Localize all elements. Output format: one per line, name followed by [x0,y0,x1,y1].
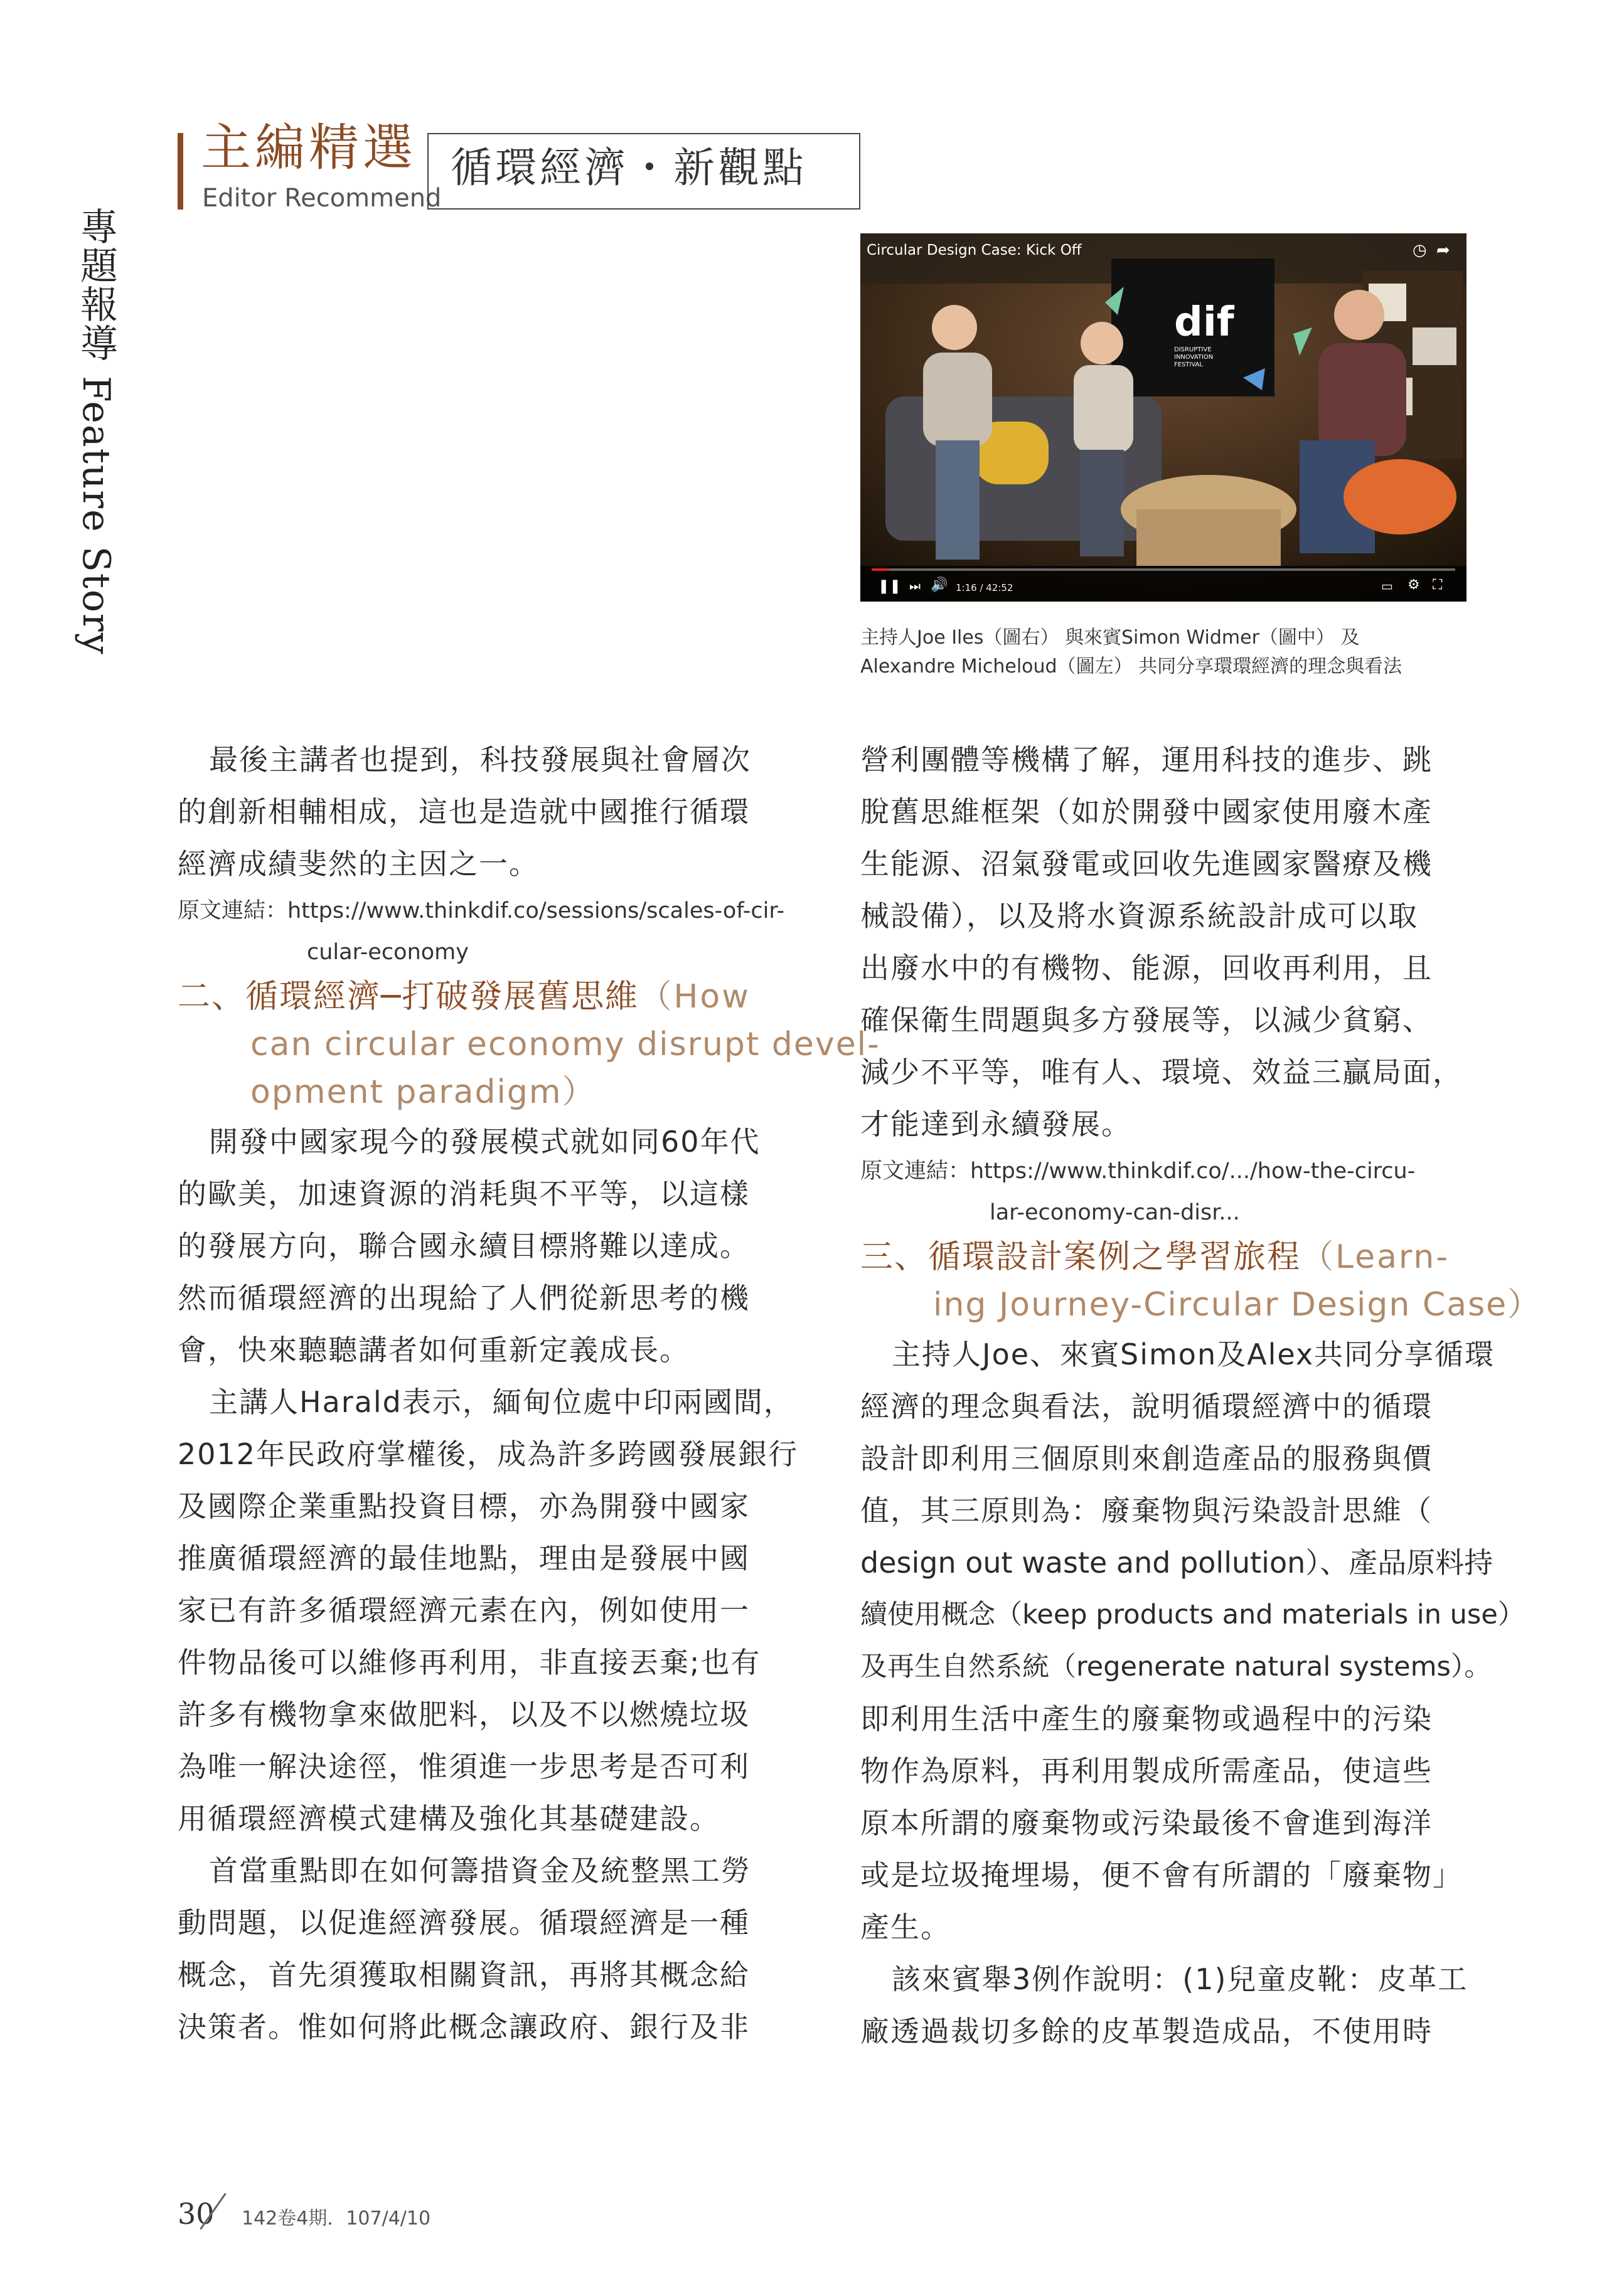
paragraph-line: 許多有機物拿來做肥料，以及不以燃燒垃圾 [178,1698,750,1731]
paragraph-line: 最後主講者也提到，科技發展與社會層次 [209,743,751,777]
paragraph-line: design out waste and pollution）、產品原料持 [860,1546,1493,1580]
dif-logo: dif [1174,299,1234,346]
paragraph-line: 為唯一解決途徑，惟須進一步思考是否可利 [178,1750,750,1783]
side-feature-label: 專題報導 Feature Story [74,207,118,656]
paragraph-line: 減少不平等，唯有人、環境、效益三贏局面， [860,1055,1463,1089]
paragraph-line: 主講人Harald表示，緬甸位處中印兩國間， [209,1385,794,1419]
paragraph-line: 該來賓舉3例作說明：(1)兒童皮靴：皮革工 [892,1962,1468,1996]
paragraph-line: 及再生自然系統（regenerate natural systems）。 [860,1651,1492,1682]
page-number: 30 [178,2197,215,2231]
paragraph-line: 主持人Joe、來賓Simon及Alex共同分享循環 [892,1337,1495,1371]
left-column [178,734,880,2053]
section-heading-cont: can circular economy disrupt devel- [250,1026,880,1063]
captions-icon[interactable]: ▭ [1381,578,1393,593]
paragraph-line: 出廢水中的有機物、能源，回收再利用，且 [860,951,1433,985]
paragraph-line: 物作為原料，再利用製成所需產品，使這些 [860,1754,1433,1788]
paragraph-line: 用循環經濟模式建構及強化其基礎建設。 [178,1802,720,1836]
caption-line: Alexandre Micheloud（圖左） 共同分享環環經濟的理念與看法 [860,656,1402,678]
pause-icon[interactable]: ❚❚ [878,578,901,594]
clock-icon[interactable]: ◷ [1413,241,1427,260]
paragraph-line: 才能達到永續發展。 [860,1107,1131,1141]
video-scene [860,233,1466,602]
source-link-cont[interactable]: cular-economy [307,940,469,965]
paragraph-line: 設計即利用三個原則來創造產品的服務與價 [860,1442,1433,1475]
person-middle-head [1081,322,1123,364]
paragraph-line: 會，快來聽聽講者如何重新定義成長。 [178,1333,690,1367]
person-left-head [932,305,977,350]
paragraph-line: 的發展方向，聯合國永續目標將難以達成。 [178,1229,750,1263]
paragraph-line: 經濟的理念與看法，說明循環經濟中的循環 [860,1390,1433,1423]
paragraph-line: 經濟成績斐然的主因之一。 [178,847,539,881]
topic-title: 循環經濟・新觀點 [451,144,807,192]
paragraph-line: 續使用概念（keep products and materials in use） [860,1599,1525,1630]
video-screenshot [860,233,1466,602]
paragraph-line: 脫舊思維框架（如於開發中國家使用廢木產 [860,795,1433,829]
source-link-cont[interactable]: lar-economy-can-disr... [990,1200,1240,1225]
paragraph-line: 營利團體等機構了解，運用科技的進步、跳 [860,743,1433,777]
paragraph-line: 即利用生活中產生的廢棄物或過程中的污染 [860,1702,1433,1736]
caption-line: 主持人Joe Iles（圖右） 與來賓Simon Widmer（圖中） 及 [860,627,1360,649]
share-icon[interactable]: ➦ [1436,241,1450,260]
paragraph-line: 確保衛生問題與多方發展等，以減少貧窮、 [860,1003,1433,1037]
video-time: 1:16 / 42:52 [956,582,1013,593]
paragraph-line: 開發中國家現今的發展模式就如同60年代 [209,1125,761,1159]
paragraph-line: 首當重點即在如何籌措資金及統整黑工勞 [209,1854,751,1888]
paragraph-line: 及國際企業重點投資目標，亦為開發中國家 [178,1489,750,1523]
source-link[interactable]: 原文連結：https://www.thinkdif.co/sessions/scales-of-cir- [178,898,785,923]
paragraph-line: 值，其三原則為：廢棄物與污染設計思維（ [860,1494,1433,1528]
paragraph-line: 2012年民政府掌權後，成為許多跨國發展銀行 [178,1437,799,1471]
paragraph-line: 動問題，以促進經濟發展。循環經濟是一種 [178,1906,750,1940]
header-accent-bar [178,133,183,210]
video-title: Circular Design Case: Kick Off [867,242,1082,258]
section-heading: 三、循環設計案例之學習旅程（Learn- [860,1238,1450,1276]
next-icon[interactable]: ⏭ [909,578,921,593]
section-heading-cont: opment paradigm） [250,1073,596,1111]
paragraph-line: 械設備），以及將水資源系統設計成可以取 [860,899,1418,933]
paragraph-line: 廠透過裁切多餘的皮革製造成品，不使用時 [860,2014,1433,2048]
paragraph-line: 件物品後可以維修再利用，非直接丟棄;也有 [178,1645,761,1679]
volume-icon[interactable]: 🔊 [931,577,948,593]
issue-info: 142卷4期．107/4/10 [242,2208,431,2230]
paragraph-line: 推廣循環經濟的最佳地點，理由是發展中國 [178,1541,750,1575]
source-link[interactable]: 原文連結：https://www.thinkdif.co/.../how-the-circu- [860,1159,1416,1184]
settings-icon[interactable]: ⚙ [1408,577,1420,593]
section-subtitle: Editor Recommend [202,184,442,213]
video-controls-bg [860,566,1466,602]
paragraph-line: 概念，首先須獲取相關資訊，再將其概念給 [178,1958,750,1992]
paragraph-line: 然而循環經濟的出現給了人們從新思考的機 [178,1281,750,1315]
right-column [860,734,1542,2058]
paragraph-line: 原本所謂的廢棄物或污染最後不會進到海洋 [860,1806,1433,1840]
image-caption [860,624,1466,681]
section-heading-cont: ing Journey-Circular Design Case） [933,1286,1542,1324]
paragraph-line: 生能源、沼氣發電或回收先進國家醫療及機 [860,847,1433,881]
paragraph-line: 決策者。惟如何將此概念讓政府、銀行及非 [178,2010,750,2044]
person-right-head [1334,290,1384,340]
paragraph-line: 或是垃圾掩埋場，便不會有所謂的「廢棄物」 [860,1858,1463,1892]
video-progress-played [872,568,889,571]
paragraph-line: 的創新相輔相成，這也是造就中國推行循環 [178,795,750,829]
orange-chair [1344,459,1456,534]
section-heading: 二、循環經濟─打破發展舊思維（How [178,978,751,1016]
fullscreen-icon[interactable]: ⛶ [1433,577,1443,593]
paragraph-line: 家已有許多循環經濟元素在內，例如使用一 [178,1593,750,1627]
section-title: 主編精選 [201,119,417,177]
dif-logo-text: DISRUPTIVE INNOVATION FESTIVAL [1174,346,1214,368]
paragraph-line: 的歐美，加速資源的消耗與不平等，以這樣 [178,1177,750,1211]
paragraph-line: 產生。 [860,1910,951,1944]
